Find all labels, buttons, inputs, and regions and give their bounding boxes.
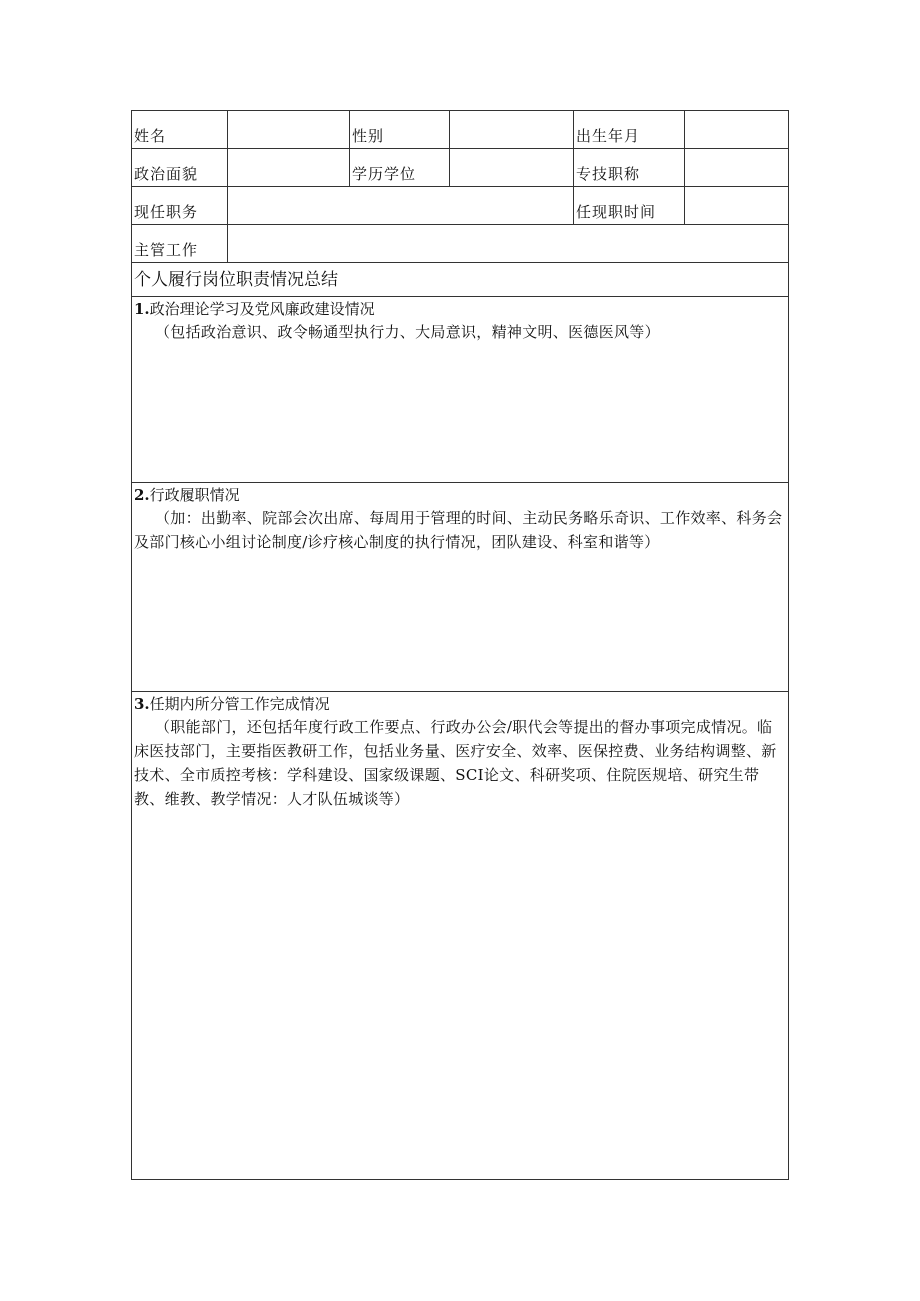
position-field[interactable] (228, 187, 574, 225)
section-3[interactable] (132, 692, 789, 1180)
in-charge-label: 主管工作 (132, 225, 228, 263)
section-3-heading (134, 694, 786, 714)
section-1-hint: （包括政治意识、政令畅通型执行力、大局意识，精神文明、医德医风等） (155, 323, 660, 341)
name-label: 姓名 (132, 111, 228, 149)
section-2-heading-text: 行政履职情况 (149, 486, 240, 504)
section-2[interactable] (132, 483, 789, 692)
section-3-number: 3. (134, 695, 150, 713)
section-1-heading (134, 299, 786, 319)
section-1[interactable] (132, 297, 789, 483)
section-2-number: 2. (134, 486, 150, 504)
education-label: 学历学位 (350, 149, 450, 187)
birth-label: 出生年月 (574, 111, 685, 149)
section-2-hint: （加：出勤率、院部会次出席、每周用于管理的时间、主动民务略乐奇识、工作效率、科务会及部门核心小组讨论制度/诊疗核心制度的执行情况，团队建设、科室和谐等） (134, 509, 783, 551)
in-charge-field[interactable] (228, 225, 789, 263)
section-3-hint: （职能部门，还包括年度行政工作要点、行政办公会/职代会等提出的督办事项完成情况。临床医技部门，主要指医教研工作，包括业务量、医疗安全、效率、医保控费、业务结构调整、新技术、全市质控考核：学科建设、国家级课题、SCI论文、科研奖项、住院医规培、研究生带教、维教、教学情况：人才队伍城谈等） (134, 718, 777, 808)
section-1-heading-text: 政治理论学习及党风廉政建设情况 (149, 300, 375, 318)
education-field[interactable] (450, 149, 574, 187)
section-2-heading (134, 485, 786, 505)
section-1-number: 1. (134, 300, 150, 318)
position-time-label: 任现职时间 (574, 187, 685, 225)
name-field[interactable] (228, 111, 350, 149)
political-field[interactable] (228, 149, 350, 187)
position-time-field[interactable] (685, 187, 789, 225)
title-field[interactable] (685, 149, 789, 187)
section-title: 个人履行岗位职责情况总结 (132, 263, 789, 297)
assessment-form (131, 110, 789, 1180)
political-label: 政治面貌 (132, 149, 228, 187)
birth-field[interactable] (685, 111, 789, 149)
gender-field[interactable] (450, 111, 574, 149)
title-label: 专技职称 (574, 149, 685, 187)
position-label: 现任职务 (132, 187, 228, 225)
section-3-heading-text: 任期内所分管工作完成情况 (149, 695, 330, 713)
gender-label: 性别 (350, 111, 450, 149)
